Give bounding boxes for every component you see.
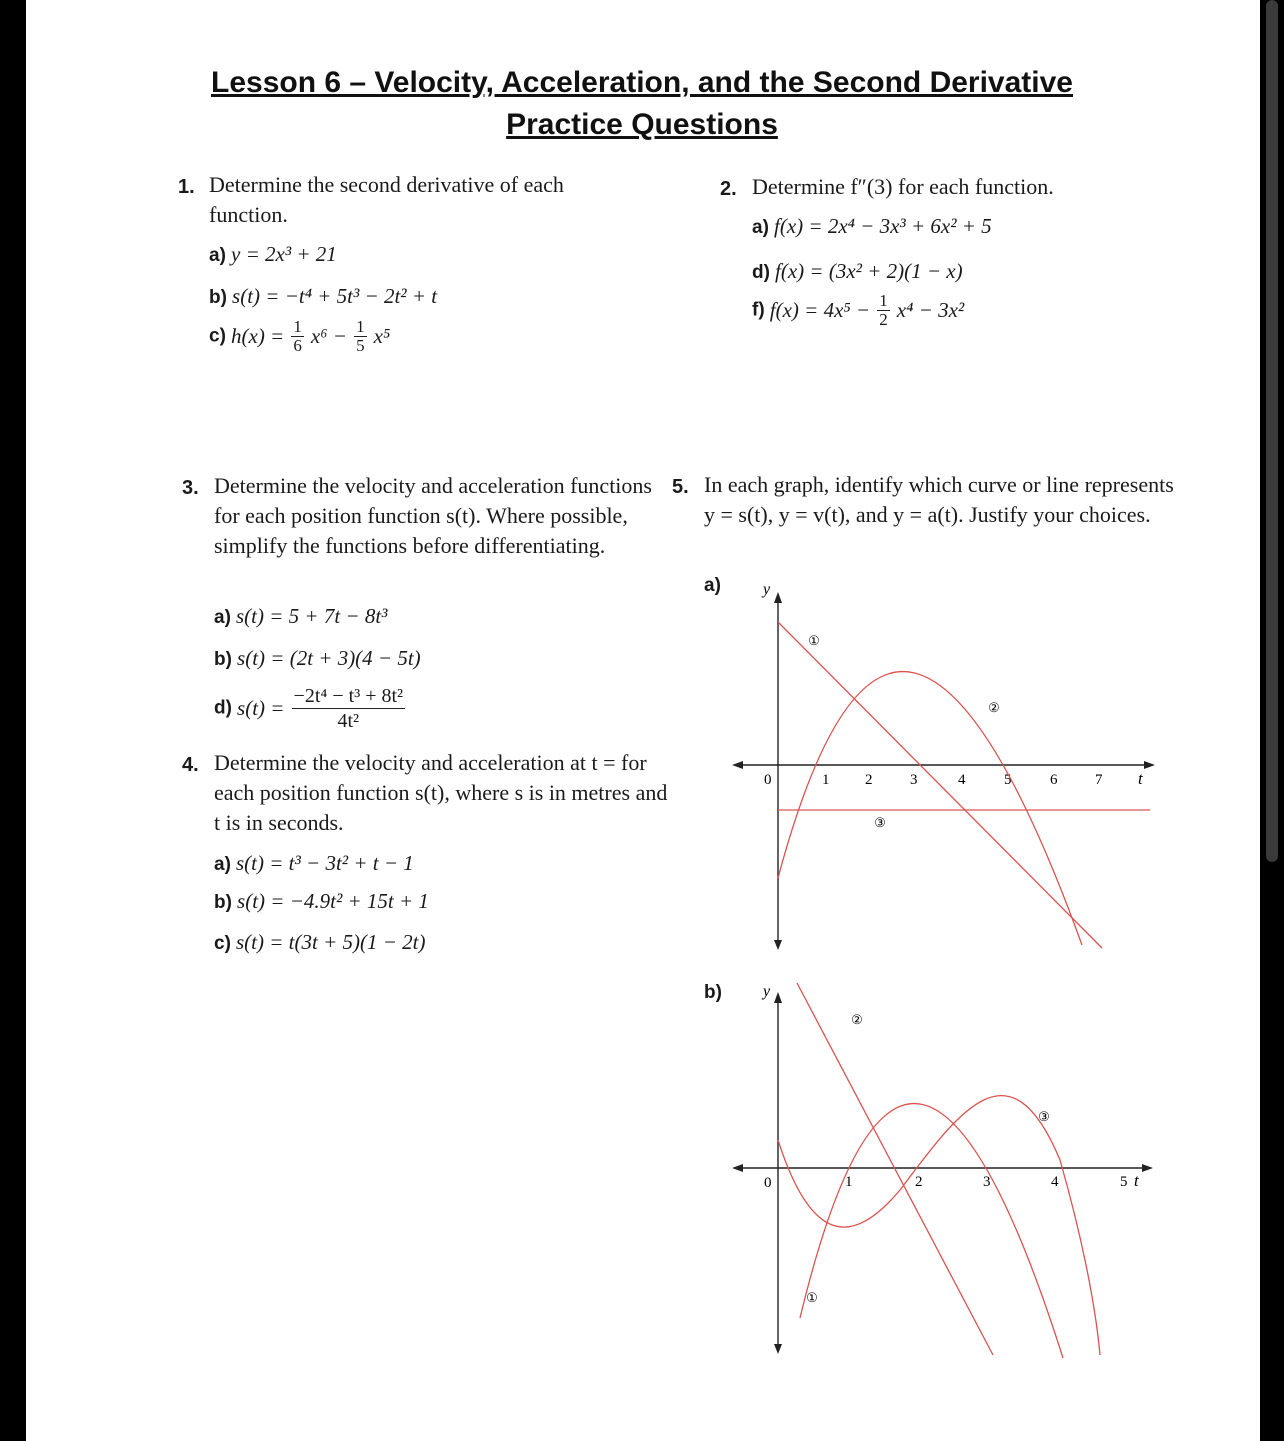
q1c-lhs: h(x) =	[231, 324, 285, 348]
q4c-expression: s(t) = t(3t + 5)(1 − 2t)	[236, 930, 426, 954]
graph-a-tick-2: 2	[865, 772, 873, 788]
graph-a-curve-label-1: ①	[808, 633, 820, 648]
graph-a-curve-label-2: ②	[988, 700, 1000, 715]
q1-number: 1.	[178, 176, 195, 198]
q1c-fraction-1: $\frac{1}{6}$	[293, 317, 302, 355]
graph-a-tick-7: 7	[1095, 772, 1103, 788]
graph-a-tick-1: 1	[822, 772, 830, 788]
q1-text: Determine the second derivative of each function.	[209, 172, 564, 227]
q2a-expression: f(x) = 2x⁴ − 3x³ + 6x² + 5	[774, 214, 992, 238]
graph-b-label: b)	[704, 982, 722, 1003]
graph-b-tick-4: 4	[1051, 1174, 1059, 1190]
q4a-expression: s(t) = t³ − 3t² + t − 1	[236, 851, 414, 875]
graph-b-curve-label-3: ③	[1038, 1109, 1050, 1124]
q1c-fraction-2: $\frac{1}{5}$	[356, 317, 365, 355]
q4-text: Determine the velocity and acceleration at t = for each position function s(t), where s is in metres and t is in seconds.	[214, 750, 668, 835]
graph-b-curve-2-line	[797, 983, 993, 1355]
q2f-rest: x⁴ − 3x²	[896, 298, 965, 322]
graph-b-tick-1: 1	[845, 1174, 853, 1190]
graph-b-curve-label-2: ②	[851, 1012, 863, 1027]
q2d-label: d)	[752, 262, 770, 283]
q3-text: Determine the velocity and acceleration functions for each position function s(t). Where possible, simplify the functions before differentiating.	[214, 473, 652, 558]
q3b-label: b)	[214, 649, 232, 670]
graph-a-x-label: t	[1138, 769, 1143, 788]
graph-b-x-arrow-left	[732, 1164, 743, 1172]
graph-a-tick-5: 5	[1004, 772, 1012, 788]
q2f-fraction: $\frac{1}{2}$	[879, 291, 888, 329]
graph-a-label: a)	[704, 575, 721, 596]
graph-b-x-label: t	[1134, 1171, 1139, 1190]
q2d-expression: f(x) = (3x² + 2)(1 − x)	[775, 259, 963, 283]
q3a-expression: s(t) = 5 + 7t − 8t³	[236, 604, 388, 628]
q5-text: In each graph, identify which curve or line represents y = s(t), y = v(t), and y = a(t). Justify your choices.	[704, 472, 1174, 527]
q4-number: 4.	[182, 754, 199, 776]
graph-a-tick-4: 4	[958, 772, 966, 788]
q2-text: Determine f″(3) for each function.	[752, 174, 1054, 199]
q4a-label: a)	[214, 854, 231, 875]
q3-number: 3.	[182, 477, 199, 499]
graph-a-origin: 0	[764, 772, 772, 788]
graph-b-tick-5: 5	[1120, 1174, 1128, 1190]
practice-questions-heading: Practice Questions	[506, 108, 778, 141]
q3d-lhs: s(t) =	[237, 696, 285, 720]
graph-b-curve-1-parabola	[800, 1104, 1063, 1358]
q3a-label: a)	[214, 607, 231, 628]
q1c-term-2: x⁵	[373, 324, 391, 348]
q2f-label: f)	[752, 299, 765, 321]
q1b-expression: s(t) = −t⁴ + 5t³ − 2t² + t	[232, 284, 438, 308]
graph-b-y-label: y	[763, 983, 771, 1000]
q2f-lhs: f(x) = 4x⁵ −	[769, 298, 871, 322]
q3d-fraction: $\frac{\text{−2t⁴ − t³ + 8t²}}{\text{4t²}}$	[293, 685, 404, 732]
q1a-expression: y = 2x³ + 21	[231, 242, 337, 266]
graph-a-curve-label-3: ③	[874, 815, 886, 830]
graph-b-x-arrow-right	[1142, 1164, 1153, 1172]
graph-a-tick-3: 3	[910, 772, 918, 788]
graph-b-tick-2: 2	[915, 1174, 923, 1190]
graph-b-y-arrow	[774, 992, 782, 1003]
q4b-expression: s(t) = −4.9t² + 15t + 1	[237, 889, 429, 913]
q3b-expression: s(t) = (2t + 3)(4 − 5t)	[237, 646, 421, 670]
graph-b-origin: 0	[764, 1175, 772, 1191]
graph-a-y-label: y	[763, 581, 771, 598]
q2a-label: a)	[752, 217, 769, 238]
graph-b-y-arrow-down	[774, 1344, 782, 1354]
graph-a-tick-6: 6	[1050, 772, 1058, 788]
q1c-label: c)	[209, 325, 226, 347]
graph-b-curve-label-1: ①	[806, 1290, 818, 1305]
q3d-label: d)	[214, 697, 232, 719]
q4c-label: c)	[214, 933, 231, 954]
q5-number: 5.	[672, 476, 689, 498]
q1a-label: a)	[209, 245, 226, 266]
q1c-term-1: x⁶ −	[310, 324, 347, 348]
graph-b-tick-3: 3	[983, 1174, 991, 1190]
q2-number: 2.	[720, 178, 737, 200]
q4b-label: b)	[214, 892, 232, 913]
q1b-label: b)	[209, 287, 227, 308]
lesson-title: Lesson 6 – Velocity, Acceleration, and the Second Derivative	[211, 66, 1073, 99]
